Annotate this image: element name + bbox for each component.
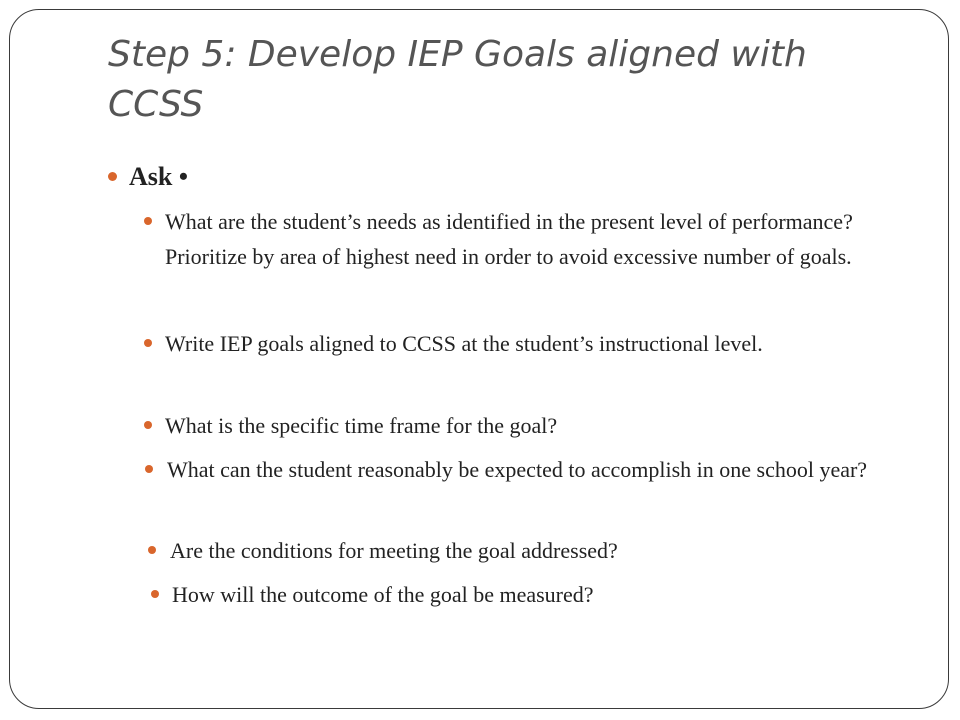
bullet-marker bbox=[144, 339, 152, 347]
list-item: What can the student reasonably be expected to accomplish in one school year? bbox=[167, 457, 868, 482]
list-item: What are the student’s needs as identified in the present level of performance? Prioritize by area of highest need in order to avoid excessive number of goals. bbox=[165, 209, 853, 269]
bullet-marker bbox=[108, 172, 117, 181]
list-item: Write IEP goals aligned to CCSS at the student’s instructional level. bbox=[165, 331, 763, 356]
bullet-marker bbox=[151, 590, 159, 598]
list-item: What is the specific time frame for the goal? bbox=[165, 413, 558, 438]
bullet-main-text: Ask • bbox=[129, 162, 188, 191]
list-item: How will the outcome of the goal be measured? bbox=[172, 582, 594, 607]
list-item: Are the conditions for meeting the goal addressed? bbox=[170, 538, 618, 563]
bullet-marker bbox=[144, 217, 152, 225]
slide-title: Step 5: Develop IEP Goals aligned with CCSS bbox=[108, 34, 807, 125]
bullet-marker bbox=[144, 421, 152, 429]
bullet-marker bbox=[148, 546, 156, 554]
bullet-marker bbox=[145, 465, 153, 473]
